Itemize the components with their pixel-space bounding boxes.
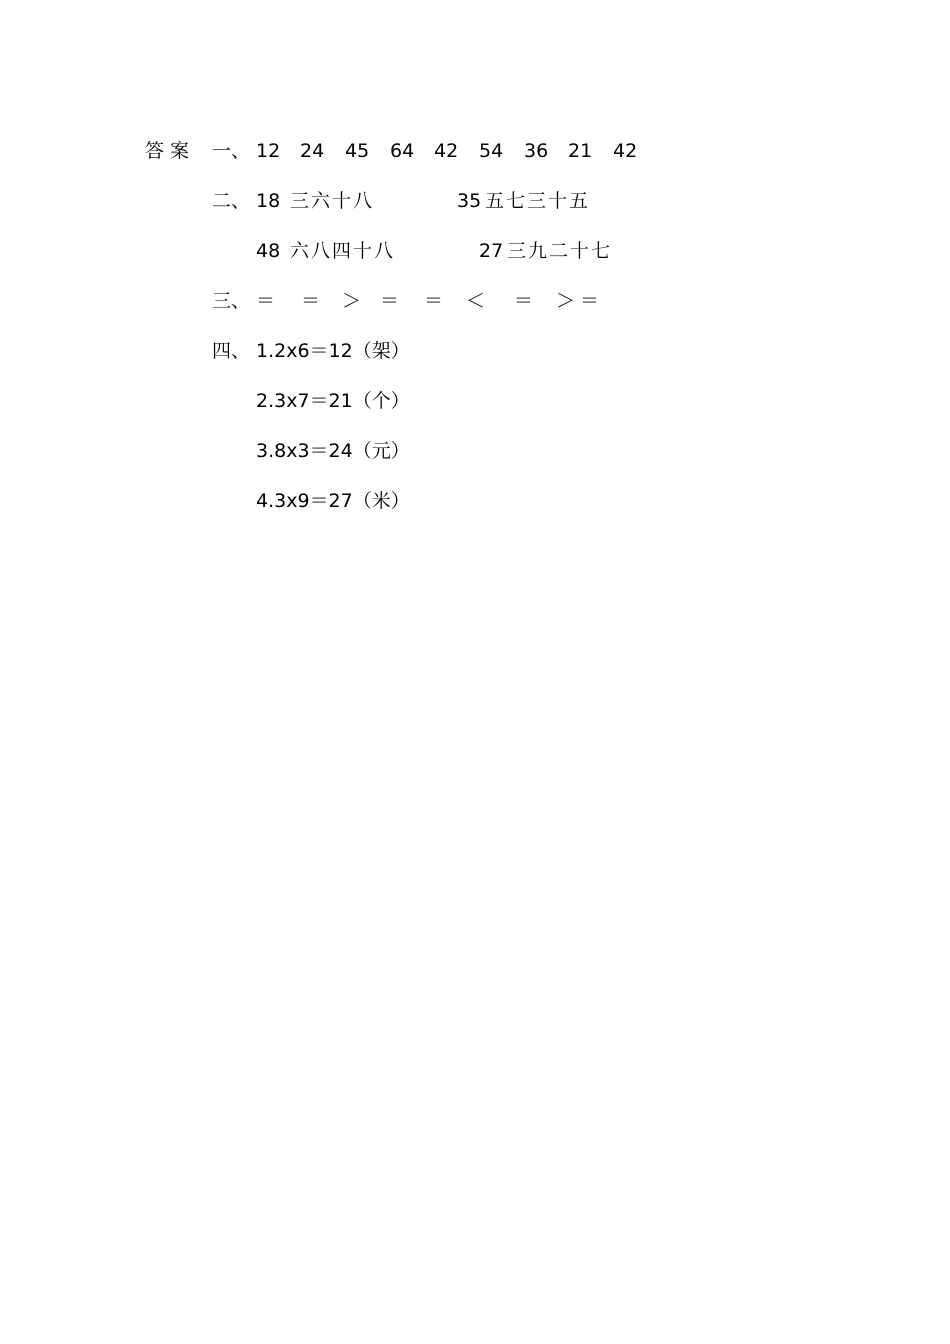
- answer-item: 42: [434, 140, 459, 162]
- section-one-row: [0, 138, 950, 164]
- answer-item: 12: [256, 140, 281, 162]
- section-four-row-4: [0, 488, 950, 514]
- product-number: 48: [256, 240, 281, 262]
- multiplication-rhyme: 六八四十八: [290, 240, 396, 262]
- section-three-label: 三、: [212, 290, 251, 312]
- answer-item: 64: [390, 140, 415, 162]
- product-number: 27: [479, 240, 504, 262]
- comparison-symbol: ＞: [342, 290, 362, 312]
- section-three-row: [0, 288, 950, 314]
- answer-item: 24: [300, 140, 325, 162]
- multiplication-rhyme: 三六十八: [290, 190, 375, 212]
- multiplication-rhyme: 三九二十七: [507, 240, 613, 262]
- comparison-symbol: ＝: [514, 290, 534, 312]
- comparison-symbol: ＝: [424, 290, 444, 312]
- section-two-label: 二、: [212, 190, 251, 212]
- answer-item: 54: [479, 140, 504, 162]
- answer-item: 21: [568, 140, 593, 162]
- section-four-label: 四、: [212, 340, 251, 362]
- product-number: 35: [457, 190, 482, 212]
- comparison-symbol: ＜: [466, 290, 486, 312]
- word-problem-answer: 4.3x9＝27（米）: [256, 490, 410, 512]
- multiplication-rhyme: 五七三十五: [485, 190, 591, 212]
- word-problem-answer: 3.8x3＝24（元）: [256, 440, 410, 462]
- word-problem-answer: 1.2x6＝12（架）: [256, 340, 410, 362]
- section-four-row-3: [0, 438, 950, 464]
- comparison-symbol: ＝: [580, 290, 600, 312]
- product-number: 18: [256, 190, 281, 212]
- answer-item: 42: [613, 140, 638, 162]
- comparison-symbol: ＝: [380, 290, 400, 312]
- comparison-symbol: ＝: [256, 290, 276, 312]
- answer-heading: 答案: [145, 140, 196, 162]
- section-two-row-1: [0, 188, 950, 214]
- section-one-label: 一、: [212, 140, 251, 162]
- comparison-symbol: ＝: [301, 290, 321, 312]
- word-problem-answer: 2.3x7＝21（个）: [256, 390, 410, 412]
- section-two-row-2: [0, 238, 950, 264]
- answer-item: 45: [345, 140, 370, 162]
- comparison-symbol: ＞: [556, 290, 576, 312]
- answer-item: 36: [524, 140, 549, 162]
- section-four-row-2: [0, 388, 950, 414]
- section-four-row-1: [0, 338, 950, 364]
